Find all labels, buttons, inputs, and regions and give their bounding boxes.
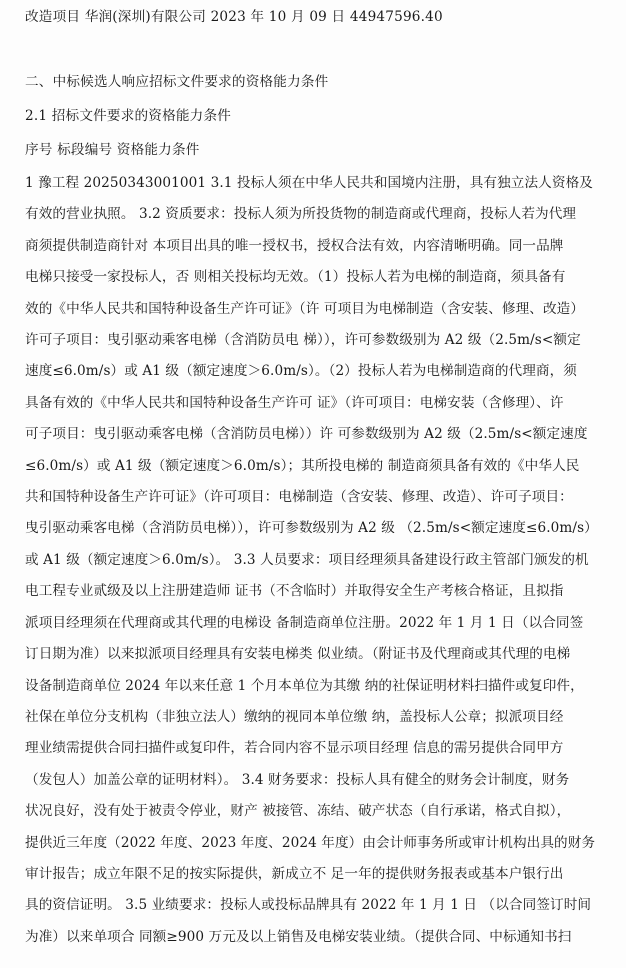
text-line: 提供近三年度（2022 年度、2023 年度、2024 年度）由会计师事务所或审计机构出具的财务 [25,834,596,851]
section-title: 二、中标候选人响应招标文件要求的资格能力条件 [25,74,329,90]
text-line: 理业绩需提供合同扫描件或复印件，若合同内容不显示项目经理 信息的需另提供合同甲方 [25,740,564,757]
table-header: 序号 标段编号 资格能力条件 [25,142,200,158]
text-line: 具备有效的《中华人民共和国特种设备生产许可 证》（许可项目：电梯安装（含修理）、许 [25,394,564,411]
text-line: 设备制造商单位 2024 年以来任意 1 个月本单位为其缴 纳的社保证明材料扫描件或复印件， [25,677,584,694]
text-line: 订日期为准）以来拟派项目经理具有安装电梯类 似业绩。（附证书及代理商或其代理的电梯 [25,646,571,663]
qualification-conditions-text [25,168,615,953]
text-line: 电工程专业贰级及以上注册建造师 证书（不含临时）并取得安全生产考核合格证，且拟指 [25,583,564,600]
text-line: 1 豫工程 20250343001001 3.1 投标人须在中华人民共和国境内注册，具有独立法人资格及 [25,175,593,191]
text-line: 派项目经理须在代理商或其代理的电梯设 备制造商单位注册。2022 年 1 月 1 日（以合同签 [25,614,584,631]
text-line: 可子项目：曳引驱动乘客电梯（含消防员电梯））许 可参数级别为 A2 级（2.5m/s<额定速度 [25,426,588,443]
text-line: 速度≤6.0m/s）或 A1 级（额定速度＞6.0m/s）。（2）投标人若为电梯制造商的代理商，须 [25,363,577,380]
text-line: 具的资信证明。 3.5 业绩要求：投标人或投标品牌具有 2022 年 1 月 1 日 （以合同签订时间 [25,897,592,914]
text-line: 商须提供制造商针对 本项目出具的唯一授权书，授权合法有效，内容清晰明确。同一品牌 [25,237,564,254]
text-line: 电梯只接受一家投标人，否 则相关投标均无效。（1）投标人若为电梯的制造商，须具备有 [25,269,566,286]
subsection-title: 2.1 招标文件要求的资格能力条件 [25,108,232,124]
text-line: 社保在单位分支机构（非独立法人）缴纳的视同本单位缴 纳，盖投标人公章；拟派项目经 [25,708,564,725]
text-line: 共和国特种设备生产许可证》（许可项目：电梯制造（含安装、修理、改造）、许可子项目： [25,489,573,506]
text-line: 有效的营业执照。 3.2 资质要求：投标人须为所投货物的制造商或代理商，投标人若为代理 [25,206,577,223]
text-line: 为准）以来单项合 同额≥900 万元及以上销售及电梯安装业绩。（提供合同、中标通知书扫 [25,928,572,945]
text-line: 效的《中华人民共和国特种设备生产许可证》（许 可项目为电梯制造（含安装、修理、改造） [25,300,585,317]
text-line: 状况良好，没有处于被责令停业，财产 被接管、冻结、破产状态（自行承诺，格式自拟）， [25,803,571,820]
header-line: 改造项目 华润(深圳)有限公司 2023 年 10 月 09 日 44947596.40 [25,9,443,25]
text-line: ≤6.0m/s）或 A1 级（额定速度＞6.0m/s）；其所投电梯的 制造商须具备有效的《中华人民 [25,457,580,474]
text-line: 曳引驱动乘客电梯（含消防员电梯）），许可参数级别为 A2 级 （2.5m/s<额定速度≤6.0m/s） [25,520,598,537]
text-line: 或 A1 级（额定速度＞6.0m/s）。 3.3 人员要求：项目经理须具备建设行政主管部门颁发的机 [25,551,589,568]
text-line: 许可子项目：曳引驱动乘客电梯（含消防员电 梯）），许可参数级别为 A2 级（2.5m/s<额定 [25,332,581,349]
text-line: （发包人）加盖公章的证明材料）。 3.4 财务要求：投标人具有健全的财务会计制度，财务 [25,771,570,788]
text-line: 审计报告；成立年限不足的按实际提供，新成立不 足一年的提供财务报表或基本户银行出 [25,865,564,882]
